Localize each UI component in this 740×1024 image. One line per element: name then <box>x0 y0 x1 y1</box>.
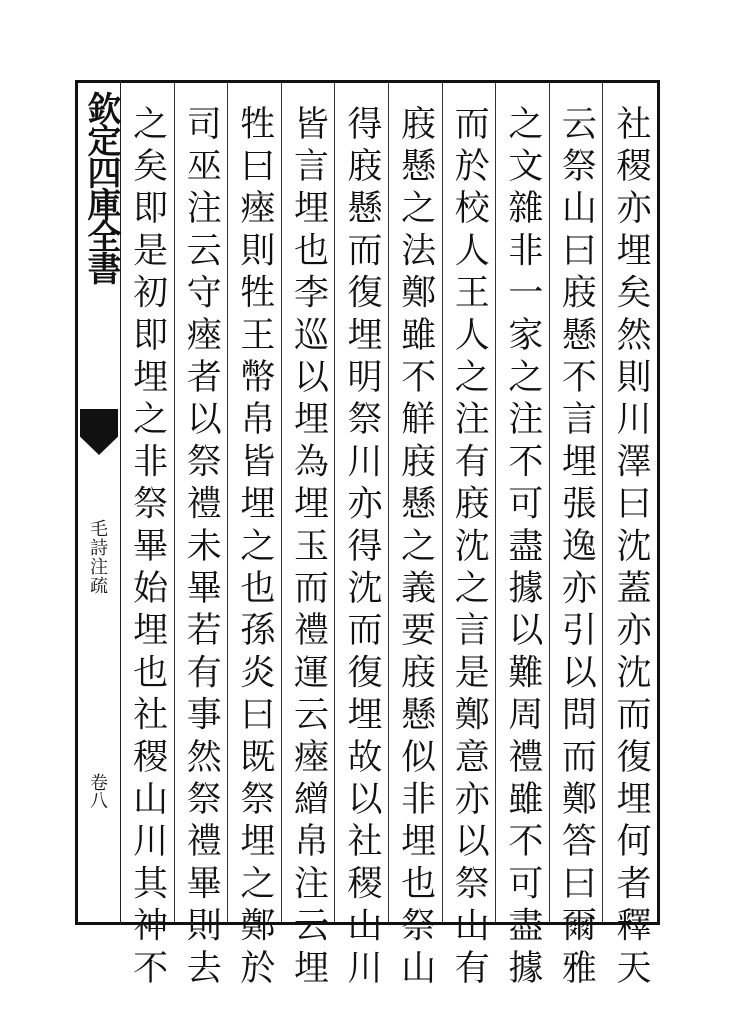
column-text: 得庪懸而復埋明祭川亦得沈而復埋故以社稷山川 <box>342 105 383 992</box>
text-columns <box>121 83 657 992</box>
column-text: 庪懸之法鄭雖不觧庪懸之義要庪懸似非埋也祭山 <box>395 105 436 992</box>
column-text: 云祭山曰庪懸不言埋張逸亦引以問而鄭答曰爾雅 <box>556 105 597 992</box>
volume-number: 卷八 <box>87 773 108 809</box>
text-column <box>282 83 336 992</box>
column-text: 而於校人王人之注有庪沈之言是鄭意亦以祭山有 <box>449 105 490 992</box>
text-column <box>389 83 443 992</box>
column-text: 之文雜非一家之注不可盡據以難周禮雖不可盡據 <box>502 105 543 992</box>
column-text: 社稷亦埋矣然則川澤曰沈蓋亦沈而復埋何者釋天 <box>611 105 651 992</box>
text-column <box>443 83 497 992</box>
column-text: 司巫注云守瘞者以祭禮未畢若有事然祭禮畢則去 <box>181 105 222 992</box>
fishtail-mark <box>80 409 118 455</box>
text-column <box>121 83 175 992</box>
page-margin-strip <box>78 83 120 922</box>
text-column <box>228 83 282 992</box>
collection-title: 欽定四庫全書 <box>81 91 121 283</box>
column-text: 牲曰瘞則牲王幣帛皆埋之也孫炎曰既祭埋之鄭於 <box>234 105 275 992</box>
text-column <box>175 83 229 992</box>
book-title: 毛詩注疏 <box>87 519 108 595</box>
text-column <box>550 83 604 992</box>
column-text: 皆言埋也李巡以埋為埋玉而禮運云瘞繒帛注云埋 <box>288 105 329 992</box>
text-column <box>603 83 657 992</box>
column-text: 之矣即是初即埋之非祭畢始埋也社稷山川其神不 <box>127 105 168 992</box>
text-column <box>335 83 389 992</box>
text-column <box>496 83 550 992</box>
